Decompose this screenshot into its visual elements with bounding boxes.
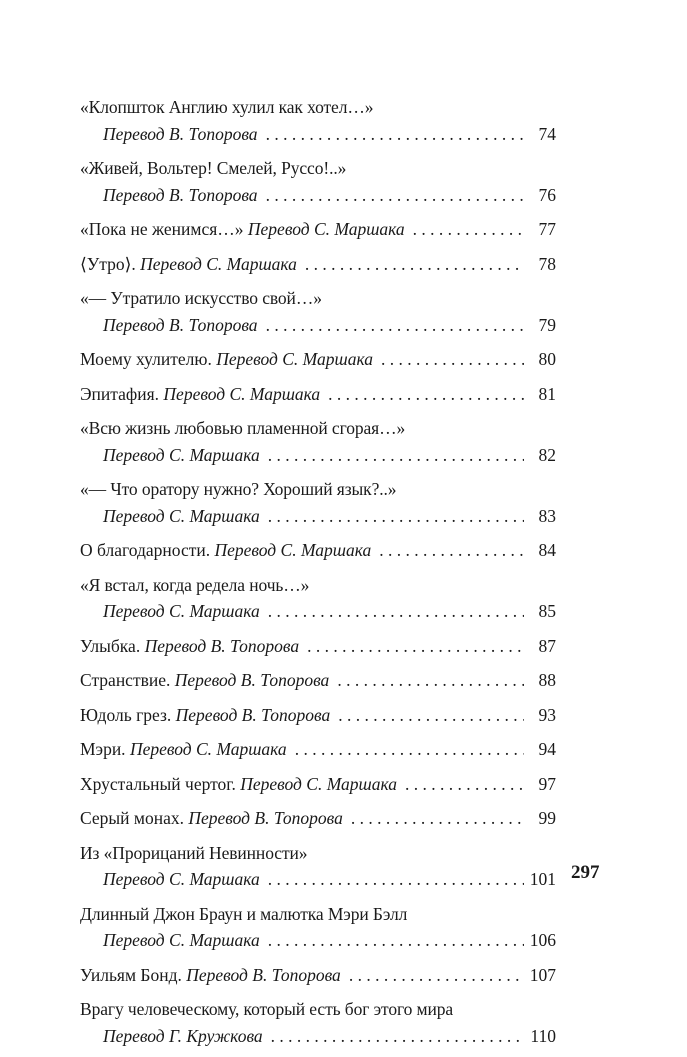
toc-entry-page: 77 (538, 219, 556, 239)
toc-entry-translator: Перевод В. Топорова (103, 184, 258, 205)
toc-entry-translator: Перевод С. Маршака (214, 540, 372, 560)
toc-entry (80, 805, 556, 832)
page-number: 297 (571, 862, 600, 883)
toc-entry-translator: Перевод В. Топорова (175, 704, 331, 725)
dot-leader (266, 312, 524, 339)
toc-entry-title: Серый монах. (80, 808, 184, 828)
toc-entry-page: 94 (538, 739, 556, 759)
toc-entry (80, 771, 556, 798)
toc-entry-translator: Перевод В. Топорова (103, 123, 258, 144)
toc-entry (80, 901, 556, 954)
toc-entry-page: 82 (538, 444, 556, 465)
toc-entry-translator: Перевод В. Топорова (103, 314, 258, 335)
toc-entry-text (80, 702, 330, 729)
toc-entry-translator: Перевод В. Топорова (174, 670, 330, 690)
toc-entry-text (80, 771, 397, 798)
toc-entry (80, 346, 556, 373)
table-of-contents (80, 94, 556, 1057)
toc-entry-title: «Живей, Вольтер! Смелей, Руссо!..» (80, 158, 347, 178)
toc-entry-title: «Я встал, когда редела ночь…» (80, 574, 310, 595)
toc-entry-text (80, 805, 343, 832)
dot-leader (268, 866, 524, 893)
dot-leader (266, 182, 524, 209)
toc-entry-title: Длинный Джон Браун и малютка Мэри Бэлл (80, 903, 408, 924)
toc-entry (80, 840, 556, 893)
toc-entry-page: 106 (529, 930, 556, 950)
toc-entry-translator: Перевод С. Маршака (103, 869, 260, 889)
toc-entry-translator: Перевод В. Топорова (188, 808, 343, 828)
toc-entry-page: 93 (538, 704, 556, 725)
toc-entry-page: 99 (538, 808, 556, 828)
dot-leader (268, 503, 524, 530)
toc-entry (80, 702, 556, 729)
toc-entry (80, 155, 556, 208)
toc-entry-title: «— Утратило искусство свой…» (80, 288, 322, 308)
dot-leader (307, 633, 524, 660)
toc-entry-title: Мэри. (80, 739, 126, 759)
dot-leader (381, 346, 524, 373)
toc-entry-text (80, 346, 373, 373)
toc-entry-page: 88 (538, 670, 556, 690)
dot-leader (271, 1023, 524, 1050)
toc-entry-title: Уильям Бонд. (80, 964, 182, 985)
toc-entry (80, 537, 556, 564)
toc-entry (80, 667, 556, 694)
toc-entry-text (80, 667, 329, 694)
toc-entry (80, 572, 556, 625)
toc-entry-translator: Перевод С. Маршака (103, 601, 260, 621)
dot-leader (379, 537, 524, 564)
toc-entry (80, 633, 556, 660)
toc-entry-title: «— Что оратору нужно? Хороший язык?..» (80, 479, 397, 499)
toc-entry-translator: Перевод С. Маршака (129, 739, 287, 759)
dot-leader (295, 736, 524, 763)
toc-entry-title: Эпитафия. (80, 383, 160, 404)
toc-entry-title: Хрустальный чертог. (80, 773, 236, 794)
toc-entry-translator: Перевод С. Маршака (216, 349, 373, 369)
toc-entry-text (80, 251, 297, 278)
dot-leader (305, 251, 524, 278)
toc-entry-translator: Перевод С. Маршака (163, 383, 321, 404)
toc-entry-translator: Перевод С. Маршака (103, 930, 260, 950)
dot-leader (349, 962, 524, 989)
toc-entry (80, 251, 556, 278)
toc-entry-page: 87 (538, 635, 556, 656)
toc-entry-page: 110 (530, 1025, 556, 1046)
toc-entry-text (80, 736, 287, 763)
toc-entry-text (80, 381, 320, 408)
dot-leader (351, 805, 524, 832)
toc-entry-page: 97 (538, 773, 556, 794)
toc-entry-translator: Перевод Г. Кружкова (103, 1025, 263, 1046)
toc-entry-text (80, 537, 371, 564)
toc-entry-title: «Клопшток Англию хулил как хотел…» (80, 97, 374, 117)
toc-entry (80, 216, 556, 243)
dot-leader (268, 598, 524, 625)
toc-entry-text (80, 216, 405, 243)
toc-entry-title: О благодарности. (80, 540, 211, 560)
dot-leader (328, 381, 524, 408)
toc-entry (80, 476, 556, 529)
toc-entry-title: Из «Прорицаний Невинности» (80, 842, 308, 863)
toc-entry-text (80, 633, 299, 660)
toc-entry-translator: Перевод С. Маршака (240, 773, 397, 794)
dot-leader (266, 121, 524, 148)
toc-entry-page: 74 (538, 123, 556, 144)
toc-entry-title: ⟨Утро⟩. (80, 253, 136, 274)
toc-entry-title: «Пока не женимся…» (80, 219, 244, 239)
toc-entry-translator: Перевод В. Топорова (186, 964, 341, 985)
toc-entry (80, 996, 556, 1049)
toc-entry-title: Моему хулителю. (80, 349, 212, 369)
toc-entry-title: Врагу человеческому, который есть бог этого мира (80, 999, 454, 1019)
toc-entry-title: Улыбка. (80, 635, 141, 656)
toc-entry (80, 381, 556, 408)
toc-entry-title: Странствие. (80, 670, 171, 690)
dot-leader (338, 702, 524, 729)
toc-entry-translator: Перевод С. Маршака (140, 253, 297, 274)
toc-entry-page: 80 (538, 349, 556, 369)
toc-entry-translator: Перевод В. Топорова (144, 635, 300, 656)
toc-entry-page: 81 (538, 383, 556, 404)
dot-leader (268, 927, 524, 954)
toc-entry (80, 94, 556, 147)
dot-leader (413, 216, 524, 243)
toc-entry (80, 285, 556, 338)
toc-entry (80, 736, 556, 763)
toc-entry-page: 107 (529, 964, 556, 985)
toc-entry-text (80, 962, 341, 989)
toc-entry-page: 85 (538, 601, 556, 621)
toc-entry-translator: Перевод С. Маршака (247, 219, 405, 239)
dot-leader (405, 771, 524, 798)
toc-entry (80, 962, 556, 989)
toc-entry-title: Юдоль грез. (80, 704, 172, 725)
toc-entry-page: 76 (538, 184, 556, 205)
toc-entry-page: 84 (538, 540, 556, 560)
toc-entry (80, 415, 556, 468)
toc-entry-page: 101 (529, 869, 556, 889)
toc-entry-page: 79 (538, 314, 556, 335)
toc-entry-title: «Всю жизнь любовью пламенной сгорая…» (80, 418, 406, 438)
toc-entry-page: 78 (538, 253, 556, 274)
toc-entry-translator: Перевод С. Маршака (103, 444, 260, 465)
dot-leader (268, 442, 524, 469)
toc-entry-translator: Перевод С. Маршака (103, 505, 260, 526)
dot-leader (337, 667, 524, 694)
toc-entry-page: 83 (538, 505, 556, 526)
